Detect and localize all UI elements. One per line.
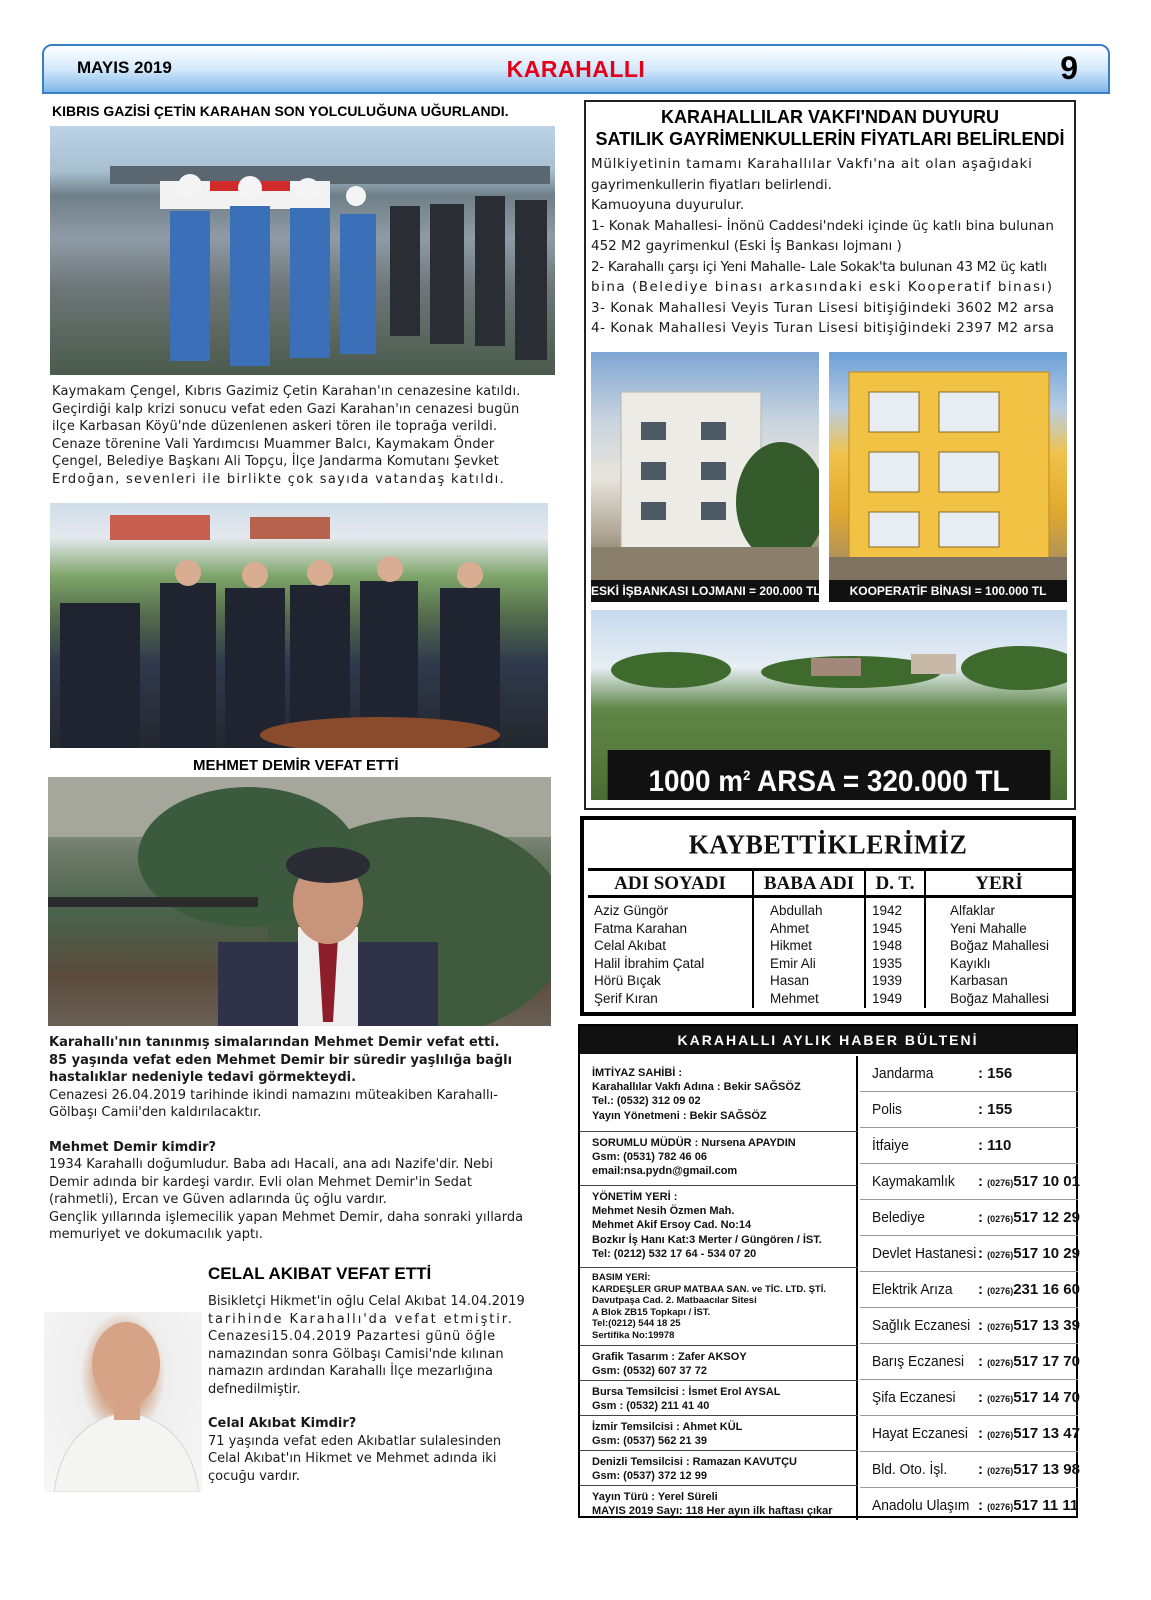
obituary-birth-years	[872, 902, 902, 1007]
table-row: Halil İbrahim Çatal	[594, 955, 705, 971]
phone-row-hayat-pharmacy: Hayat Eczanesi : (0276)517 13 47	[860, 1416, 1078, 1452]
phone-row-anadolu-transport: Anadolu Ulaşım : (0276)517 11 11	[872, 1497, 1079, 1514]
phone-row-district-office: Kaymakamlık : (0276)517 10 01	[860, 1164, 1078, 1200]
table-row: Alfaklar	[950, 903, 996, 918]
imprint-printer: BASIM YERİ: KARDEŞLER GRUP MATBAA SAN. ve TİC. LTD. ŞTİ. Davutpaşa Cad. 2. Matbaacılar Sitesi A Blok ZB15 Topkapı / İST. Tel:(0212) 544 18 25 Sertifika No:19978	[580, 1268, 858, 1346]
celal-akibat-photo	[44, 1312, 202, 1492]
officials-at-grave-photo	[50, 503, 548, 748]
newsletter-title: KARAHALLI AYLIK HABER BÜLTENİ	[580, 1026, 1076, 1054]
foundation-announcement	[584, 100, 1076, 810]
announcement-title: KARAHALLILAR VAKFI'NDAN DUYURU SATILIK GAYRİMENKULLERİN FİYATLARI BELİRLENDİ	[595, 107, 1065, 149]
obituary-title: KAYBETTİKLERİMİZ	[688, 829, 968, 860]
celal-akibat-portrait	[44, 1312, 202, 1492]
imprint-office: YÖNETİM YERİ : Mehmet Nesih Özmen Mah. Mehmet Akif Ersoy Cad. No:14 Bozkır İş Hanı Kat:3 Merter / Güngören / İST. Tel: (0212) 532 17 64 - 534 07 20	[580, 1186, 858, 1268]
issue-date: MAYIS 2019	[77, 58, 172, 77]
table-row: Hikmet	[770, 938, 813, 953]
article1-headline: KIBRIS GAZİSİ ÇETİN KARAHAN SON YOLCULUĞUNA UĞURLANDI.	[52, 103, 509, 119]
emergency-phone-list	[860, 1056, 1078, 1520]
table-row: Boğaz Mahallesi	[950, 938, 1050, 953]
table-row: Şerif Kıran	[594, 990, 658, 1006]
table-row: 1935	[872, 955, 903, 971]
funeral-ceremony-illustration	[50, 126, 555, 375]
table-row: Abdullah	[770, 903, 823, 918]
table-row: Hasan	[770, 973, 810, 988]
newsletter-info-box	[578, 1024, 1078, 1518]
obituary-header-father: BABA ADI	[754, 868, 864, 898]
obituary-names	[594, 902, 704, 1007]
table-row: Aziz Güngör	[594, 903, 669, 918]
imprint-denizli: Denizli Temsilcisi : Ramazan KAVUTÇU Gsm: (0537) 372 12 99	[580, 1451, 858, 1486]
table-row: Hörü Bıçak	[594, 973, 661, 988]
table-row: Boğaz Mahallesi	[950, 990, 1050, 1006]
cooperative-price-caption: KOOPERATİF BİNASI = 100.000 TL	[829, 580, 1067, 602]
mehmet-demir-photo	[48, 777, 551, 1026]
obituary-header-place: YERİ	[926, 868, 1072, 898]
land-price-caption: 1000 $m^2$ ARSA = 320.000 TL	[608, 750, 1051, 800]
newspaper-title: KARAHALLI	[506, 56, 646, 82]
table-row: 1945	[872, 920, 903, 936]
obituary-table	[580, 816, 1076, 1016]
page-header	[42, 44, 1110, 94]
obituary-fathers	[770, 902, 823, 1007]
lodging-building-illustration	[591, 352, 819, 580]
phone-row-jandarma: Jandarma : 156	[860, 1056, 1078, 1092]
imprint-bursa: Bursa Temsilcisi : İsmet Erol AYSAL Gsm : (0532) 211 41 40	[580, 1381, 858, 1416]
phone-row-bus-station: Bld. Oto. İşl. : (0276)517 13 98	[860, 1452, 1078, 1488]
table-row: 1949	[872, 990, 903, 1006]
article3-subhead: Celal Akıbat Kimdir?	[208, 1416, 357, 1431]
article2-body: Karahallı'nın tanınmış simalarından Mehmet Demir vefat etti. 85 yaşında vefat eden Mehmet Demir bir süredir yaşlılığa bağlı hastalıklar nedeniyle tedavi görmekteydi. Cenazesi 26.04.2019 tarihinde ikindi namazını müteakiben Karahallı- Gölbaşı Camii'den kaldırılacaktır. Mehmet Demir kimdir? 1934 Karahallı doğumludur. Baba adı Hacali, ana adı Nazife'dir. Nebi Demir adında bir kardeşi vardır. Evli olan Mehmet Demir'in Sedat (rahmetli), Ercan ve Güven adlarında üç oğlu vardır. Gençlik yıllarında işlemecilik yapan Mehmet Demir, daha sonraki yıllarda memuriyet ve dokumacılık yaptı.	[49, 1034, 554, 1244]
phone-row-hospital: Devlet Hastanesi : (0276)517 10 29	[860, 1236, 1078, 1272]
table-row: Ahmet	[770, 920, 810, 936]
table-row: Karbasan	[950, 973, 1008, 988]
table-row: Fatma Karahan	[594, 920, 688, 936]
phone-row-baris-pharmacy: Barış Eczanesi : (0276)517 17 70	[860, 1344, 1078, 1380]
imprint-manager: SORUMLU MÜDÜR : Nursena APAYDIN Gsm: (0531) 782 46 06 email:nsa.pydn@gmail.com	[580, 1132, 858, 1186]
phone-row-electric: Elektrik Arıza : (0276)231 16 60	[860, 1272, 1078, 1308]
table-row: Emir Ali	[770, 955, 816, 971]
obituary-header-name: ADI SOYADI	[588, 868, 752, 898]
article3-body: Bisikletçi Hikmet'in oğlu Celal Akıbat 14.04.2019 tarihinde Karahallı'da vefat etmiştir. Cenazesi15.04.2019 Pazartesi günü öğle namazından sonra Gölbaşı Camisi'nde kılınan namazın ardından Karahallı İlçe mezarlığına defnedilmiştir. Celal Akıbat Kimdir? 71 yaşında vefat eden Akıbatlar sulalesinden Celal Akıbat'ın Hikmet ve Mehmet adında iki çocuğu vardır.	[208, 1293, 543, 1485]
imprint-izmir: İzmir Temsilcisi : Ahmet KÜL Gsm: (0537) 562 21 39	[580, 1416, 858, 1451]
col-divider	[864, 868, 866, 1008]
imprint-publication: Yayın Türü : Yerel Süreli MAYIS 2019 Sayı: 118 Her ayın ilk haftası çıkar	[592, 1491, 833, 1518]
table-row: 1939	[872, 973, 903, 988]
phone-row-police: Polis : 155	[860, 1092, 1078, 1128]
old-isbank-lodging-photo	[591, 352, 819, 580]
page-number: 9	[1060, 50, 1078, 86]
imprint-design: Grafik Tasarım : Zafer AKSOY Gsm: (0532) 607 37 72	[580, 1346, 858, 1381]
table-row: Kayıklı	[950, 955, 991, 971]
cooperative-building-illustration	[829, 352, 1067, 580]
article2-subhead: Mehmet Demir kimdir?	[49, 1139, 217, 1155]
cooperative-building-photo	[829, 352, 1067, 580]
imprint-owner: İMTİYAZ SAHİBİ : Karahallılar Vakfı Adına : Bekir SAĞSÖZ Tel.: (0532) 312 09 02 Yayın Yönetmeni : Bekir SAĞSÖZ	[580, 1062, 858, 1132]
announcement-body: Mülkiyetinin tamamı Karahallılar Vakfı'na ait olan aşağıdaki gayrimenkullerin fiyatları belirlendi. Kamuoyuna duyurulur. 1- Konak Mahallesi- İnönü Caddesi'ndeki içinde üç katlı bina bulunan 452 M2 gayrimenkul (Eski İş Bankası lojmanı ) 2- Karahallı çarşı içi Yeni Mahalle- Lale Sokak'ta bulunan 43 M2 üç katlı bina (Belediye binası arkasındaki eski Kooperatif binası) 3- Konak Mahallesi Veyis Turan Lisesi bitişiğindeki 3602 M2 arsa 4- Konak Mahallesi Veyis Turan Lisesi bitişiğindeki 2397 M2 arsa	[591, 156, 1055, 336]
article2-headline: MEHMET DEMİR VEFAT ETTİ	[193, 757, 399, 774]
table-row: 1942	[872, 903, 903, 918]
table-row: Celal Akıbat	[594, 938, 667, 953]
obituary-places	[950, 902, 1049, 1007]
obituary-header-birth: D. T.	[866, 868, 924, 898]
phone-row-fire: İtfaiye : 110	[860, 1128, 1078, 1164]
phone-row-sifa-pharmacy: Şifa Eczanesi : (0276)517 14 70	[860, 1380, 1078, 1416]
lodging-price-caption: ESKİ İŞBANKASI LOJMANI = 200.000 TL	[591, 580, 819, 602]
article3-headline: CELAL AKIBAT VEFAT ETTİ	[208, 1264, 432, 1283]
imprint-section	[580, 1056, 858, 1520]
col-divider	[924, 868, 926, 1008]
table-row: 1948	[872, 938, 903, 953]
funeral-ceremony-photo	[50, 126, 555, 375]
table-row: Yeni Mahalle	[950, 920, 1027, 936]
officials-illustration	[50, 503, 548, 748]
phone-row-municipality: Belediye : (0276)517 12 29	[860, 1200, 1078, 1236]
col-divider	[752, 868, 754, 1008]
article1-body: Kaymakam Çengel, Kıbrıs Gazimiz Çetin Karahan'ın cenazesine katıldı. Geçirdiği kalp krizi sonucu vefat eden Gazi Karahan'ın cenazesi bugün ilçe Karbasan Köyü'nde düzenlenen askeri tören ile toprağa verildi. Cenaze törenine Vali Yardımcısı Muammer Balcı, Kaymakam Önder Çengel, Belediye Başkanı Ali Topçu, İlçe Jandarma Komutanı Şevket Erdoğan, sevenleri ile birlikte çok sayıda vatandaş katıldı.	[52, 384, 521, 487]
phone-row-saglik-pharmacy: Sağlık Eczanesi : (0276)517 13 39	[860, 1308, 1078, 1344]
mehmet-demir-portrait	[48, 777, 551, 1026]
table-row: Mehmet	[770, 990, 819, 1006]
